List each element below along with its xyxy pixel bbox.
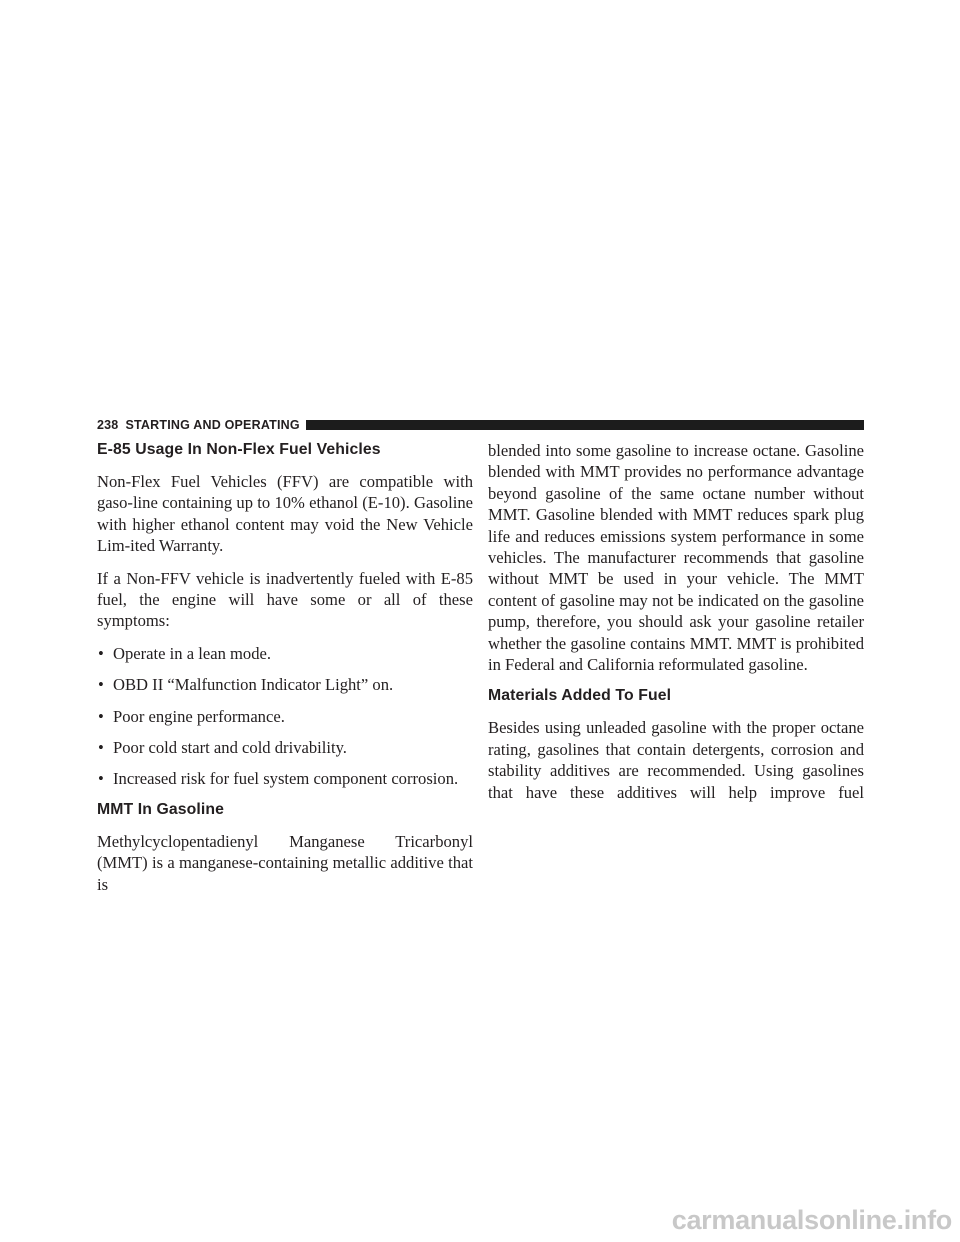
watermark: carmanualsonline.info bbox=[671, 1205, 952, 1235]
list-item-text: Increased risk for fuel system component corrosion. bbox=[113, 769, 459, 789]
e85-paragraph-2: If a Non-FFV vehicle is inadvertently fueled with E-85 fuel, the engine will have some or all of these symptoms: bbox=[97, 568, 473, 631]
bullet-icon: • bbox=[98, 643, 104, 663]
list-item-text: Poor cold start and cold drivability. bbox=[113, 738, 347, 758]
e85-paragraph-1: Non-Flex Fuel Vehicles (FFV) are compatible with gaso-line containing up to 10% ethanol (E-10). Gasoline with higher ethanol content may void the New Vehicle Lim-ited Warranty. bbox=[97, 472, 473, 556]
materials-heading: Materials Added To Fuel bbox=[488, 687, 672, 705]
header-rule bbox=[306, 420, 864, 430]
left-column bbox=[97, 440, 473, 906]
list-item bbox=[97, 643, 473, 664]
page-header bbox=[97, 418, 864, 432]
mmt-paragraph-continued: blended into some gasoline to increase octane. Gasoline blended with MMT provides no performance advantage beyond gasoline of the same octane number without MMT. Gasoline blended with MMT reduces spark plug life and reduces emissions system performance in some vehicles. The manufacturer recommends that gasoline without MMT be used in your vehicle. The MMT content of gasoline may not be indicated on the gasoline pump, therefore, you should ask your gasoline retailer whether the gasoline contains MMT. MMT is prohibited in Federal and California reformulated gasoline. bbox=[488, 441, 864, 675]
symptom-list bbox=[97, 643, 473, 790]
list-item bbox=[97, 768, 473, 789]
bullet-icon: • bbox=[98, 706, 104, 726]
list-item-text: Operate in a lean mode. bbox=[113, 643, 272, 663]
page-number: 238 bbox=[97, 418, 119, 432]
list-item-text: Poor engine performance. bbox=[113, 706, 285, 726]
list-item bbox=[97, 737, 473, 758]
right-column bbox=[488, 440, 864, 814]
materials-paragraph: Besides using unleaded gasoline with the proper octane rating, gasolines that contain detergents, corrosion and stability additives are recommended. Using gasolines that have these additives will help improve fuel bbox=[488, 718, 864, 802]
e85-heading: E-85 Usage In Non-Flex Fuel Vehicles bbox=[97, 441, 381, 458]
bullet-icon: • bbox=[98, 738, 104, 758]
list-item bbox=[97, 674, 473, 695]
bullet-icon: • bbox=[98, 675, 104, 695]
bullet-icon: • bbox=[98, 769, 104, 789]
list-item-text: OBD II “Malfunction Indicator Light” on. bbox=[113, 675, 394, 695]
list-item bbox=[97, 706, 473, 727]
mmt-heading: MMT In Gasoline bbox=[97, 800, 225, 818]
section-title: STARTING AND OPERATING bbox=[125, 418, 300, 432]
mmt-paragraph-start: Methylcyclopentadienyl Manganese Tricarbonyl (MMT) is a manganese-containing metallic additive that is bbox=[97, 831, 473, 894]
